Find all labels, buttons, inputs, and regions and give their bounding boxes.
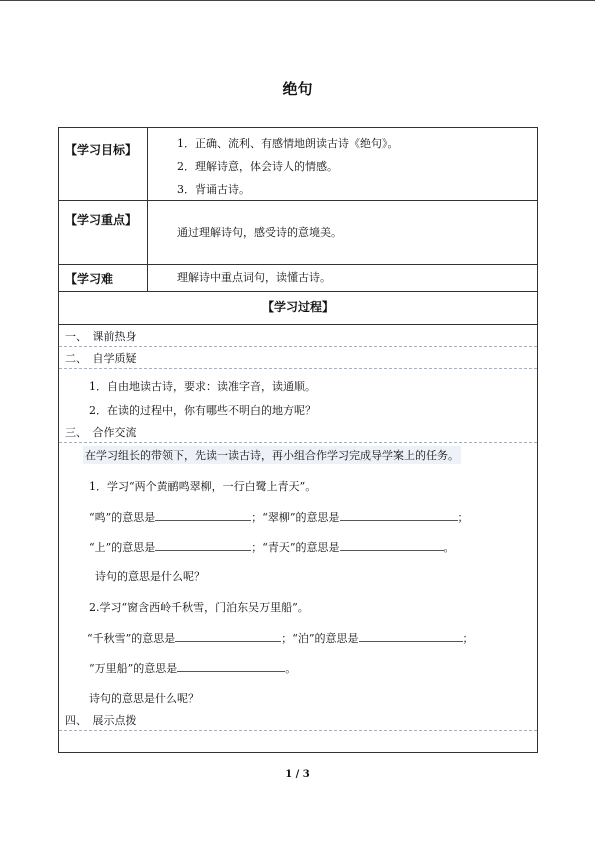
answer-blank[interactable] [155, 509, 251, 521]
task1-question: 诗句的意思是什么呢？ [95, 570, 205, 583]
page-number: 1 / 3 [285, 769, 310, 780]
objective-item: 1．正确、流利、有感情地朗读古诗《绝句》。 [177, 137, 399, 150]
column-divider [147, 128, 148, 292]
top-rule [0, 0, 595, 1]
task1-heading: 1．学习“两个黄鹂鸣翠柳，一行白鹭上青天”。 [89, 480, 317, 493]
dotted-divider [59, 442, 537, 443]
fill-line: “上”的意思是 ；“青天”的意思是 。 [89, 541, 455, 554]
objective-item: 2．理解诗意，体会诗人的情感。 [177, 160, 338, 173]
dotted-divider [59, 730, 537, 731]
difficulties-text: 理解诗中重点词句，读懂古诗。 [177, 271, 331, 284]
objective-item: 3．背诵古诗。 [177, 183, 250, 196]
answer-blank[interactable] [155, 539, 251, 551]
answer-blank[interactable] [340, 539, 444, 551]
answer-blank[interactable] [340, 509, 458, 521]
key-points-label: 【学习重点】 [65, 213, 138, 227]
answer-blank[interactable] [359, 630, 463, 642]
row-divider [59, 200, 537, 201]
self-study-item: 2．在读的过程中，你有哪些不明白的地方呢？ [89, 404, 316, 417]
section-heading: 三、 合作交流 [65, 426, 137, 439]
fill-line: “鸣”的意思是 ；“翠柳”的意思是 ； [89, 511, 469, 524]
cooperation-intro: 在学习组长的带领下，先读一读古诗，再小组合作学习完成导学案上的任务。 [83, 446, 461, 464]
dotted-divider [59, 368, 537, 369]
answer-blank[interactable] [175, 630, 281, 642]
dotted-divider [59, 346, 537, 347]
self-study-item: 1．自由地读古诗，要求：读准字音，读通顺。 [89, 380, 316, 393]
row-divider [59, 291, 537, 292]
section-heading: 二、 自学质疑 [65, 352, 137, 365]
process-title: 【学习过程】 [261, 300, 334, 314]
page-title: 绝句 [282, 80, 313, 98]
answer-blank[interactable] [177, 660, 285, 672]
fill-line: “千秋雪”的意思是 ；“泊”的意思是 ； [87, 632, 474, 645]
section-heading: 四、 展示点拨 [65, 714, 137, 727]
key-points-text: 通过理解诗句，感受诗的意境美。 [177, 226, 342, 239]
fill-line: “万里船”的意思是 。 [89, 662, 297, 675]
task2-heading: 2.学习“窗含西岭千秋雪，门泊东吴万里船”。 [89, 601, 309, 614]
difficulties-label: 【学习难 [65, 272, 114, 286]
section-heading: 一、 课前热身 [65, 330, 137, 343]
row-divider [59, 324, 537, 325]
objectives-label: 【学习目标】 [65, 143, 138, 157]
lesson-table [58, 127, 538, 753]
task2-question: 诗句的意思是什么呢？ [89, 692, 199, 705]
